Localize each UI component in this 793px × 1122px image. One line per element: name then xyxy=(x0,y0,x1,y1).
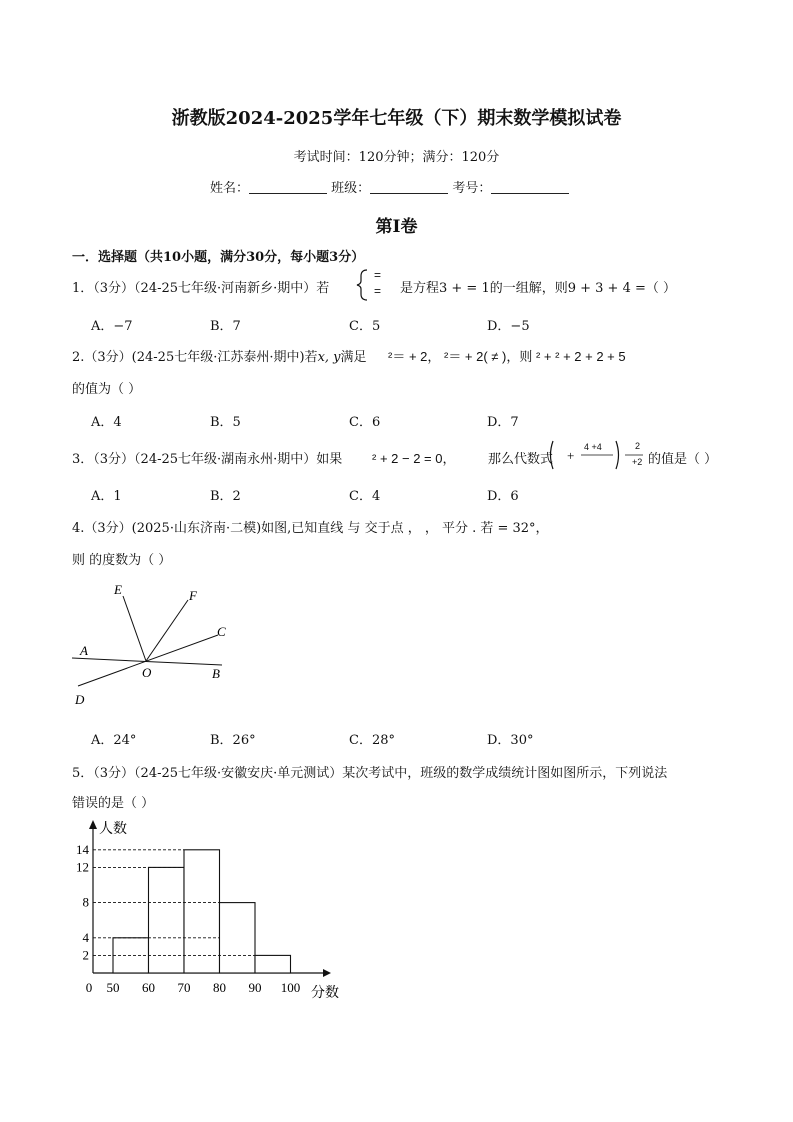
q4-line2: 则 的度数为（ ） xyxy=(72,553,172,568)
q1-option-a[interactable]: A．−7 xyxy=(91,319,133,334)
histogram-bar xyxy=(184,850,220,973)
q2-option-b[interactable]: B．5 xyxy=(210,415,241,430)
ray-of xyxy=(146,600,188,661)
q2-vars: x, y xyxy=(317,350,341,365)
q2-option-c[interactable]: C．6 xyxy=(349,415,381,430)
x-tick-label: 100 xyxy=(280,980,301,995)
ray-oe xyxy=(123,596,146,661)
label-f: F xyxy=(189,588,197,603)
q3-frac2-den: +2 xyxy=(632,457,643,467)
label-d: D xyxy=(75,692,85,707)
q1-option-b[interactable]: B．7 xyxy=(210,319,241,334)
y-tick-label: 4 xyxy=(82,929,89,945)
volume-heading: 第I卷 xyxy=(375,217,418,237)
q4-line1: 4.（3分）(2025·山东济南·二模)如图,已知直线 与 交于点 ， ， 平分 . 若 = 32°， xyxy=(72,521,549,536)
q3-option-b[interactable]: B．2 xyxy=(210,489,241,504)
q2-option-d[interactable]: D．7 xyxy=(487,415,519,430)
exam-info: 考试时间：120分钟；满分：120分 xyxy=(293,150,500,165)
svg-text:+: + xyxy=(567,448,575,463)
q3-option-c[interactable]: C．4 xyxy=(349,489,381,504)
y-axis-arrow xyxy=(89,820,97,829)
q4-option-d[interactable]: D．30° xyxy=(487,733,534,748)
q1-sys-bottom: = xyxy=(374,284,382,298)
question-2 xyxy=(72,346,367,365)
x-tick-label: 70 xyxy=(177,980,191,995)
exam-title: 浙教版2024-2025学年七年级（下）期末数学模拟试卷 xyxy=(171,108,622,129)
x-tick-label: 0 xyxy=(85,980,93,995)
q3-prefix: 3．（3分）（24-25七年级·湖南永州·期中）如果 xyxy=(72,452,343,467)
x-tick-label: 50 xyxy=(106,980,120,995)
q1-option-c[interactable]: C．5 xyxy=(349,319,381,334)
histogram-bar xyxy=(220,903,256,973)
label-e: E xyxy=(114,582,122,597)
q3-middle: 那么代数式 xyxy=(488,452,554,467)
q3-frac1-num: 4 +4 xyxy=(584,442,602,452)
score-histogram xyxy=(65,815,365,1005)
q3-suffix: 的值是（ ） xyxy=(648,452,718,467)
number-blank[interactable] xyxy=(491,181,569,194)
q3-option-a[interactable]: A．1 xyxy=(91,489,122,504)
q1-option-d[interactable]: D．−5 xyxy=(487,319,530,334)
class-blank[interactable] xyxy=(370,181,448,194)
q2-line1b: 满足 xyxy=(340,350,367,365)
student-info-line xyxy=(210,177,569,196)
section-heading: 一．选择题（共10小题，满分30分，每小题3分） xyxy=(72,250,365,265)
q1-sys-top: = xyxy=(374,268,382,282)
question-1 xyxy=(72,277,329,296)
q2-line1: 2.（3分）(24-25七年级·江苏泰州·期中)若 xyxy=(72,350,318,365)
y-tick-label: 8 xyxy=(82,894,89,910)
label-a: A xyxy=(80,643,88,658)
label-c: C xyxy=(217,624,226,639)
name-label: 姓名： xyxy=(210,181,250,196)
label-o: O xyxy=(142,665,152,680)
y-tick-label: 12 xyxy=(76,859,89,875)
x-tick-label: 80 xyxy=(213,980,226,995)
q3-option-d[interactable]: D．6 xyxy=(487,489,519,504)
q2-line2: 的值为（ ） xyxy=(72,382,142,397)
x-tick-label: 60 xyxy=(142,980,155,995)
label-b: B xyxy=(212,666,220,681)
q1-middle: 是方程3 + = 1的一组解，则9 + 3 + 4 =（ ） xyxy=(400,281,677,296)
q4-angle-figure xyxy=(70,578,240,713)
q5-line2: 错误的是（ ） xyxy=(72,796,155,811)
x-tick-label: 90 xyxy=(248,980,262,995)
q5-line1: 5．（3分）（24-25七年级·安徽安庆·单元测试）某次考试中，班级的数学成绩统计图如图所示，下列说法 xyxy=(72,766,668,781)
x-axis-label: 分数 xyxy=(311,986,339,1001)
histogram-bar xyxy=(255,955,291,973)
class-label: 班级： xyxy=(331,181,371,196)
q2-option-a[interactable]: A．4 xyxy=(91,415,122,430)
q1-prefix: 1．（3分）（24-25七年级·河南新乡·期中）若 xyxy=(72,281,330,296)
q4-option-c[interactable]: C．28° xyxy=(349,733,395,748)
name-blank[interactable] xyxy=(249,181,327,194)
number-label: 考号： xyxy=(452,181,492,196)
y-tick-label: 2 xyxy=(82,947,89,963)
q2-expression: ²＝ + 2， ²＝ + 2( ≠ )，则 ² + ² + 2 + 2 + 5 xyxy=(388,349,626,364)
y-tick-label: 14 xyxy=(76,841,89,857)
q3-equation: ² + 2 − 2 = 0， xyxy=(372,451,456,466)
q3-frac2-num: 2 xyxy=(635,441,641,451)
x-axis-arrow xyxy=(323,969,331,977)
y-axis-label: 人数 xyxy=(99,822,127,837)
q4-option-b[interactable]: B．26° xyxy=(210,733,256,748)
q4-option-a[interactable]: A．24° xyxy=(91,733,137,748)
histogram-bar xyxy=(149,867,185,973)
